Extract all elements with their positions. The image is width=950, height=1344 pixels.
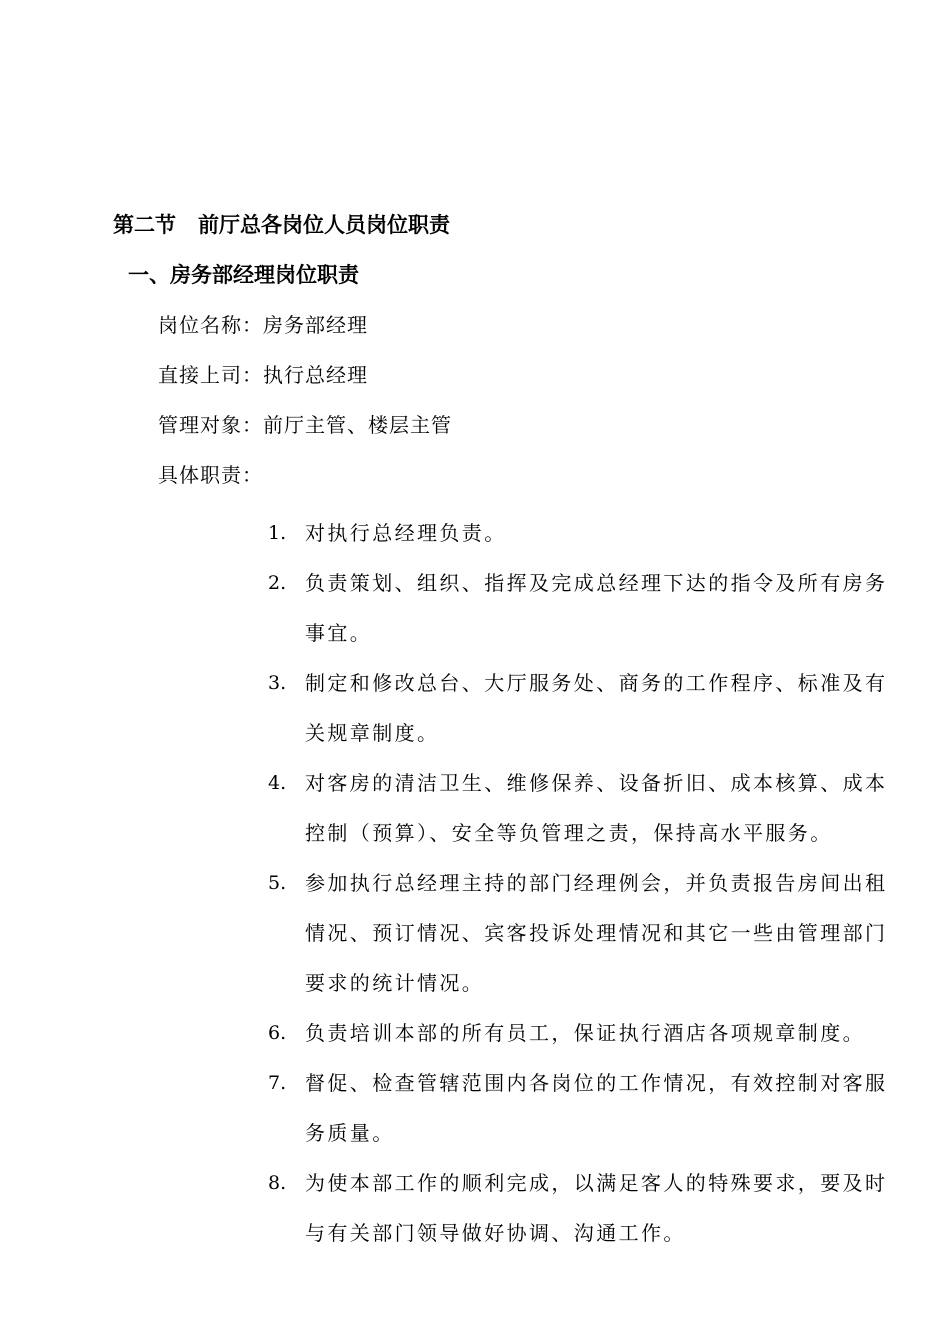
duties-list: [268, 508, 888, 1258]
duty-text: 参加执行总经理主持的部门经理例会，并负责报告房间出租情况、预订情况、宾客投诉处理情况和其它一些由管理部门要求的统计情况。: [305, 871, 888, 995]
list-item: [268, 758, 888, 858]
duty-number: 3.: [268, 672, 287, 694]
duties-label: 具体职责：: [158, 463, 263, 487]
duty-number: 7.: [268, 1072, 287, 1094]
section-number: 第二节: [113, 213, 176, 237]
list-item: [268, 1058, 888, 1158]
duty-number: 4.: [268, 772, 287, 794]
duty-number: 5.: [268, 872, 287, 894]
duty-text: 负责培训本部的所有员工，保证执行酒店各项规章制度。: [305, 1021, 865, 1045]
duty-text: 为使本部工作的顺利完成，以满足客人的特殊要求，要及时与有关部门领导做好协调、沟通工作。: [305, 1171, 888, 1245]
section-title: 前厅总各岗位人员岗位职责: [198, 213, 450, 237]
duty-number: 6.: [268, 1022, 287, 1044]
duty-text: 对客房的清洁卫生、维修保养、设备折旧、成本核算、成本控制（预算）、安全等负管理之责，保持高水平服务。: [305, 771, 888, 845]
duty-text: 制定和修改总台、大厅服务处、商务的工作程序、标准及有关规章制度。: [305, 671, 888, 745]
supervisor-field: 直接上司：执行总经理: [158, 363, 368, 387]
list-item: [268, 858, 888, 1008]
section-heading: [113, 208, 450, 242]
duty-number: 1.: [268, 522, 287, 544]
list-item: [268, 658, 888, 758]
duty-text: 督促、检查管辖范围内各岗位的工作情况，有效控制对客服务质量。: [305, 1071, 888, 1145]
duty-text: 对执行总经理负责。: [305, 521, 507, 545]
list-item: [268, 1008, 888, 1058]
list-item: [268, 558, 888, 658]
subsection-heading: 一、房务部经理岗位职责: [128, 263, 359, 287]
list-item: [268, 508, 888, 558]
position-name-field: 岗位名称：房务部经理: [158, 313, 368, 337]
duty-text: 负责策划、组织、指挥及完成总经理下达的指令及所有房务事宜。: [305, 571, 888, 645]
list-item: [268, 1158, 888, 1258]
manages-field: 管理对象：前厅主管、楼层主管: [158, 413, 452, 437]
duty-number: 2.: [268, 572, 287, 594]
duty-number: 8.: [268, 1172, 287, 1194]
